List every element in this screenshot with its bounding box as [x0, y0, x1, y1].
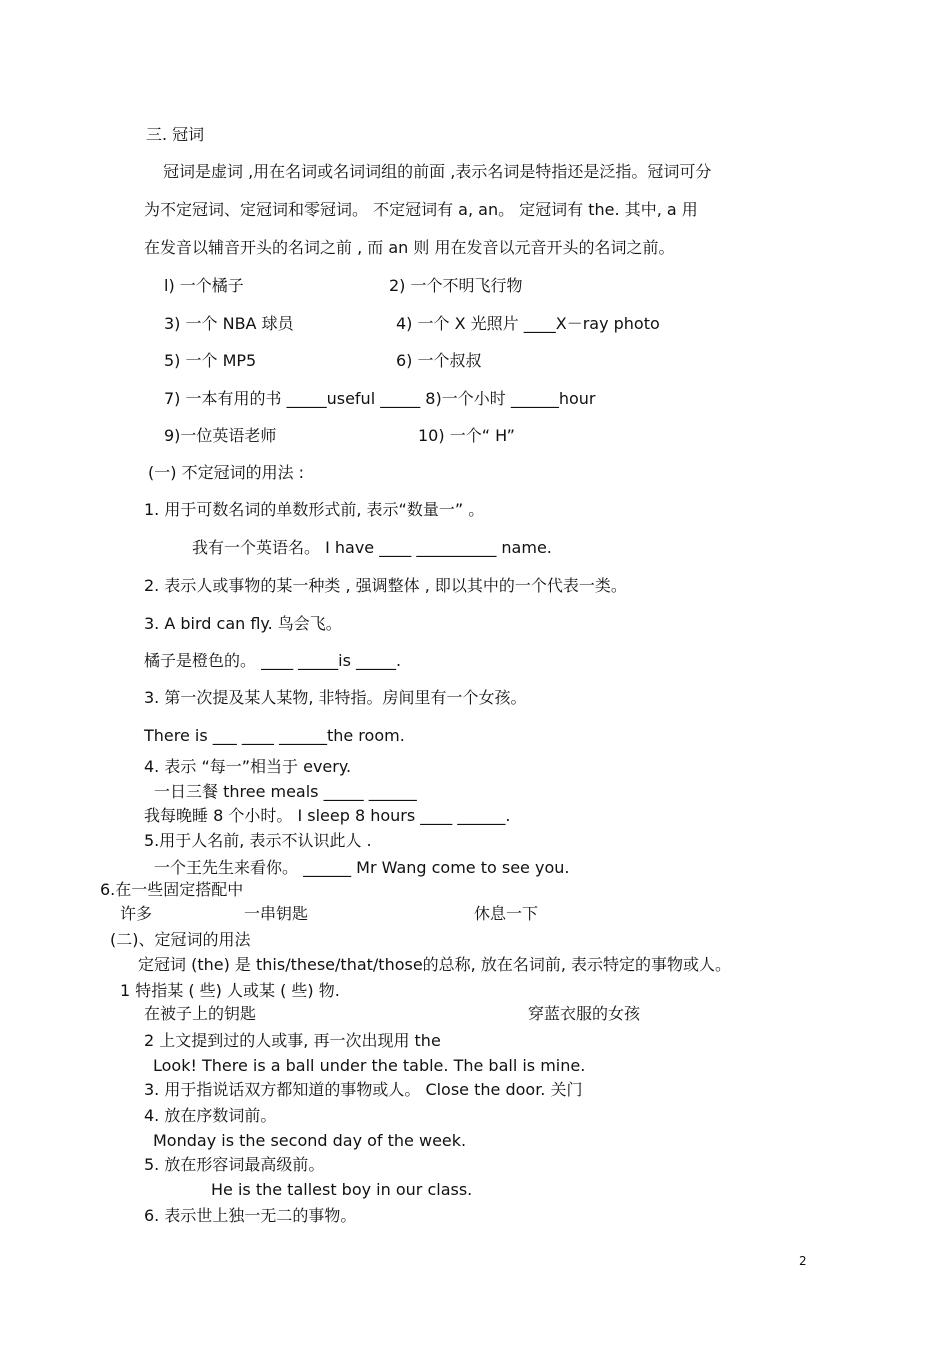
exercise-6: 6) 一个叔叔 [396, 351, 482, 370]
indefinite-line-7: There is ___ ____ ______the room. [144, 726, 405, 745]
definite-line-9: Monday is the second day of the week. [153, 1131, 467, 1150]
section-heading: 三. 冠词 [146, 125, 205, 144]
indefinite-line-3: 2. 表示人或事物的某一种类 , 强调整体 , 即以其中的一个代表一类。 [144, 576, 627, 595]
phrase-2: 一串钥匙 [244, 904, 309, 923]
exercise-1: l) 一个橘子 [164, 276, 244, 295]
indefinite-line-8: 4. 表示 “每一”相当于 every. [144, 757, 352, 776]
indefinite-line-4: 3. A bird can fly. 鸟会飞。 [144, 614, 342, 633]
intro-line-1: 冠词是虚词 ,用在名词或名词词组的前面 ,表示名词是特指还是泛指。冠词可分 [163, 162, 712, 181]
intro-line-2: 为不定冠词、定冠词和零冠词。 不定冠词有 a, an。 定冠词有 the. 其中, a 用 [144, 200, 698, 219]
definite-line-6: Look! There is a ball under the table. The ball is mine. [153, 1056, 586, 1075]
indefinite-line-13: 6.在一些固定搭配中 [100, 880, 244, 899]
definite-line-4: 穿蓝衣服的女孩 [528, 1004, 641, 1023]
exercise-10: 10) 一个“ H” [418, 426, 515, 445]
exercise-3: 3) 一个 NBA 球员 [164, 314, 294, 333]
intro-line-3: 在发音以辅音开头的名词之前 , 而 an 则 用在发音以元音开头的名词之前。 [144, 238, 675, 257]
definite-line-3: 在被子上的钥匙 [144, 1004, 257, 1023]
indefinite-line-1: 1. 用于可数名词的单数形式前, 表示“数量一” 。 [144, 500, 485, 519]
definite-line-11: He is the tallest boy in our class. [211, 1180, 473, 1199]
indefinite-line-12: 一个王先生来看你。 ______ Mr Wang come to see you. [154, 858, 570, 877]
definite-title: (二)、定冠词的用法 [110, 930, 251, 949]
definite-line-12: 6. 表示世上独一无二的事物。 [144, 1206, 357, 1225]
definite-line-1: 定冠词 (the) 是 this/these/that/those的总称, 放在名词前, 表示特定的事物或人。 [138, 955, 732, 974]
indefinite-line-6: 3. 第一次提及某人某物, 非特指。房间里有一个女孩。 [144, 688, 527, 707]
indefinite-title: (一) 不定冠词的用法 : [148, 463, 305, 482]
indefinite-line-9: 一日三餐 three meals _____ ______ [154, 782, 417, 801]
definite-line-2: 1 特指某 ( 些) 人或某 ( 些) 物. [120, 981, 340, 1000]
definite-line-8: 4. 放在序数词前。 [144, 1106, 277, 1125]
indefinite-line-10: 我每晚睡 8 个小时。 I sleep 8 hours ____ ______. [144, 806, 511, 825]
indefinite-line-2: 我有一个英语名。 I have ____ __________ name. [192, 538, 552, 557]
definite-line-7: 3. 用于指说话双方都知道的事物或人。 Close the door. 关门 [144, 1080, 583, 1099]
exercise-2: 2) 一个不明飞行物 [389, 276, 523, 295]
indefinite-line-5: 橘子是橙色的。 ____ _____is _____. [144, 651, 402, 670]
exercise-7-8: 7) 一本有用的书 _____useful _____ 8)一个小时 ______hour [164, 389, 596, 408]
phrase-3: 休息一下 [474, 904, 539, 923]
exercise-4: 4) 一个 X 光照片 ____X－ray photo [396, 314, 660, 333]
exercise-5: 5) 一个 MP5 [164, 351, 257, 370]
page-number: 2 [799, 1254, 807, 1268]
definite-line-10: 5. 放在形容词最高级前。 [144, 1155, 325, 1174]
definite-line-5: 2 上文提到过的人或事, 再一次出现用 the [144, 1031, 441, 1050]
phrase-1: 许多 [120, 904, 153, 923]
exercise-9: 9)一位英语老师 [164, 426, 277, 445]
indefinite-line-11: 5.用于人名前, 表示不认识此人 . [144, 831, 372, 850]
